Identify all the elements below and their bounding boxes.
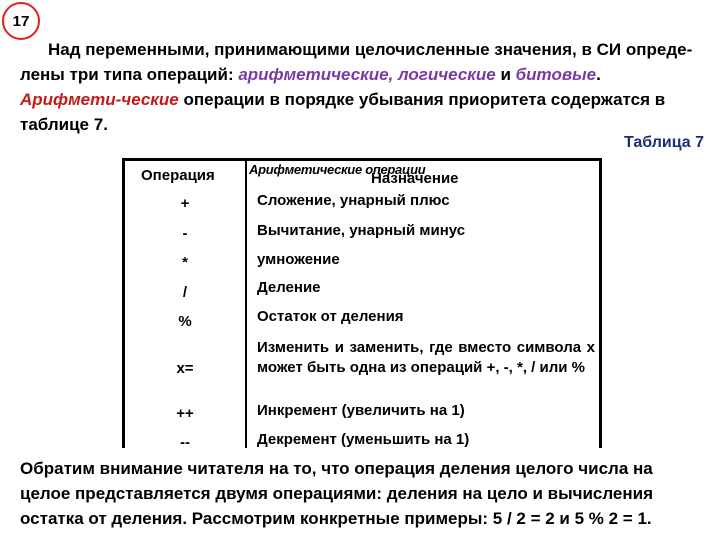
operations-table: [122, 158, 602, 451]
table-title: Арифметические операции: [249, 162, 426, 177]
table-row-op: ++: [176, 405, 194, 422]
table-caption: Таблица 7: [623, 134, 704, 151]
slide-number-badge: [2, 2, 40, 40]
intro-text-4: операции в порядке убывания приоритета содержатся в таблице 7.: [20, 90, 666, 134]
kind-bitwise: битовые: [515, 65, 597, 84]
table-row-desc: Инкремент (увеличить на 1): [257, 402, 465, 419]
arith-word: Арифмети-ческие: [20, 90, 179, 109]
table-row-op: --: [180, 434, 190, 451]
table-row-desc: Деление: [257, 279, 321, 296]
kind-arith-logic: арифметические, логические: [238, 65, 496, 84]
table-row-op: x=: [176, 360, 194, 377]
table-row-op: %: [178, 313, 192, 330]
table-row-desc: Вычитание, унарный минус: [257, 222, 466, 239]
table-row-op: -: [182, 225, 188, 242]
header-purpose: Назначение: [371, 170, 459, 187]
table-row-desc: Изменить и заменить, где вместо символа х может быть одна из операций +, -, *, / или %: [257, 339, 595, 376]
outro-paragraph: Обратим внимание читателя на то, что операция деления целого числа на целое представляется двумя операциями: деления на цело и вычисления остатка от деления. Рассмотрим конкретные примеры: 5 / 2 = 2 и 5 % 2 = 1.: [20, 459, 654, 528]
table-row-desc: Сложение, унарный плюс: [257, 192, 450, 209]
table-row-desc: Остаток от деления: [257, 308, 404, 325]
table-row-desc: умножение: [257, 251, 340, 268]
table-row-op: +: [180, 195, 190, 212]
column-divider: [245, 161, 247, 448]
intro-text-3: .: [596, 65, 601, 84]
table-row-op: *: [182, 254, 188, 271]
header-operation: Операция: [141, 167, 215, 184]
intro-paragraph: [20, 37, 700, 137]
intro-text-1: Над переменными, принимающими целочисленные значения, в СИ опреде-лены три типа операций:: [20, 40, 693, 84]
table-row-op: /: [182, 284, 188, 301]
table-row-desc: Декремент (уменьшить на 1): [257, 431, 470, 448]
intro-text-2: и: [495, 65, 516, 84]
slide-number: 17: [12, 12, 30, 30]
